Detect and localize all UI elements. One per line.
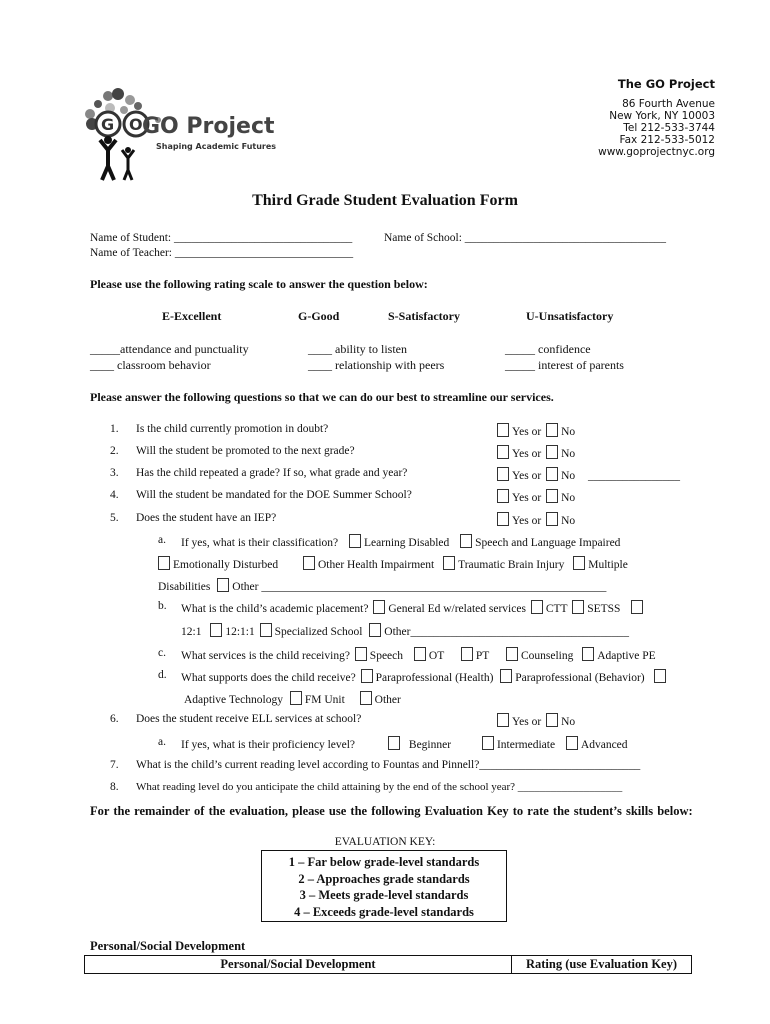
q2-text: Will the student be promoted to the next grade? xyxy=(136,445,355,457)
advanced-label: Advanced xyxy=(580,739,628,751)
advanced-checkbox[interactable] xyxy=(566,736,578,750)
q5d-text: What supports does the child receive? xyxy=(181,672,356,684)
emotional-label: Emotionally Disturbed xyxy=(173,559,279,571)
q3-blank[interactable]: ________________ xyxy=(588,470,681,482)
ctt-label: CTT xyxy=(545,603,568,615)
q5-yes-no xyxy=(497,512,575,527)
q5d-row2 xyxy=(184,691,401,706)
q6-number: 6. xyxy=(110,713,119,725)
q2-yes-checkbox[interactable] xyxy=(497,445,509,459)
pt-label: PT xyxy=(475,650,490,662)
fm-unit-checkbox[interactable] xyxy=(290,691,302,705)
ratio-12-1-1-label: 12:1:1 xyxy=(225,626,255,638)
q5d-row xyxy=(181,669,669,684)
address-line: Fax 212-533-5012 xyxy=(619,134,715,146)
no-label: No xyxy=(561,448,576,460)
speech-language-checkbox[interactable] xyxy=(460,534,472,548)
section-table-header xyxy=(84,955,692,974)
q5-number: 5. xyxy=(110,512,119,524)
no-label: No xyxy=(561,426,576,438)
q6a-text: If yes, what is their proficiency level? xyxy=(181,739,356,751)
q6-yes-checkbox[interactable] xyxy=(497,713,509,727)
q2-number: 2. xyxy=(110,445,119,457)
q8-text[interactable]: What reading level do you anticipate the child attaining by the end of the school year? ___________________ xyxy=(136,781,623,793)
q4-text: Will the student be mandated for the DOE Summer School? xyxy=(136,489,412,501)
teacher-name-field[interactable]: Name of Teacher: _______________________________ xyxy=(90,247,354,259)
other-health-checkbox[interactable] xyxy=(303,556,315,570)
beginner-label: Beginner xyxy=(408,739,452,751)
address-line: New York, NY 10003 xyxy=(609,110,715,122)
q3-number: 3. xyxy=(110,467,119,479)
q6-yes-no xyxy=(497,713,575,728)
other-placement-checkbox[interactable] xyxy=(369,623,381,637)
evaluation-key-heading: EVALUATION KEY: xyxy=(334,836,436,848)
counseling-label: Counseling xyxy=(520,650,574,662)
form-title: Third Grade Student Evaluation Form xyxy=(252,192,518,209)
yes-label: Yes or xyxy=(512,492,542,504)
col-header-development: Personal/Social Development xyxy=(85,956,512,973)
school-name-field[interactable]: Name of School: ___________________________________ xyxy=(384,232,667,244)
trait-confidence[interactable]: _____ confidence xyxy=(505,342,591,356)
adaptive-pe-checkbox[interactable] xyxy=(582,647,594,661)
trait-attendance[interactable]: _____attendance and punctuality xyxy=(90,342,249,356)
q5b-label: b. xyxy=(158,600,167,612)
q1-yes-no xyxy=(497,423,575,438)
q5c-row xyxy=(181,647,656,662)
speech-language-label: Speech and Language Impaired xyxy=(475,537,621,549)
q6a-row xyxy=(181,736,628,751)
logo-word: GO Project xyxy=(142,114,275,139)
other-support-label: Other xyxy=(374,694,401,706)
scale-satisfactory: S-Satisfactory xyxy=(388,309,460,323)
speech-checkbox[interactable] xyxy=(355,647,367,661)
other-support-checkbox[interactable] xyxy=(360,691,372,705)
svg-text:G: G xyxy=(101,115,115,134)
fm-unit-label: FM Unit xyxy=(304,694,345,706)
gen-ed-checkbox[interactable] xyxy=(373,600,385,614)
q5a-row xyxy=(181,534,620,549)
trait-behavior[interactable]: ____ classroom behavior xyxy=(90,358,211,372)
org-address xyxy=(598,98,715,158)
tbi-label: Traumatic Brain Injury xyxy=(458,559,565,571)
no-label: No xyxy=(561,716,576,728)
para-health-label: Paraprofessional (Health) xyxy=(375,672,494,684)
q6a-label: a. xyxy=(158,736,166,748)
q8-number: 8. xyxy=(110,781,119,793)
q3-yes-checkbox[interactable] xyxy=(497,467,509,481)
q1-yes-checkbox[interactable] xyxy=(497,423,509,437)
q5b-row xyxy=(181,600,646,615)
setss-checkbox[interactable] xyxy=(572,600,584,614)
q5c-text: What services is the child receiving? xyxy=(181,650,350,662)
para-behavior-checkbox[interactable] xyxy=(500,669,512,683)
q1-number: 1. xyxy=(110,423,119,435)
svg-text:O: O xyxy=(129,115,143,134)
q3-yes-no xyxy=(497,467,680,482)
q4-yes-checkbox[interactable] xyxy=(497,489,509,503)
supports-extra-checkbox[interactable] xyxy=(654,669,666,683)
other-placement-line[interactable]: Other______________________________________ xyxy=(384,626,629,638)
key-item: 3 – Meets grade-level standards xyxy=(299,888,469,902)
intermediate-checkbox[interactable] xyxy=(482,736,494,750)
q7-text[interactable]: What is the child’s current reading level according to Fountas and Pinnell?____________________________ xyxy=(136,759,641,771)
trait-listen[interactable]: ____ ability to listen xyxy=(308,342,407,356)
q3-no-checkbox[interactable] xyxy=(546,467,558,481)
setss-label: SETSS xyxy=(587,603,621,615)
counseling-checkbox[interactable] xyxy=(506,647,518,661)
yes-label: Yes or xyxy=(512,515,542,527)
q6-text: Does the student receive ELL services at school? xyxy=(136,713,362,725)
address-line: Tel 212-533-3744 xyxy=(623,122,715,134)
q3-text: Has the child repeated a grade? If so, what grade and year? xyxy=(136,467,408,479)
q7-number: 7. xyxy=(110,759,119,771)
key-item: 2 – Approaches grade standards xyxy=(298,871,470,886)
multiple-checkbox[interactable] xyxy=(573,556,585,570)
q5a-row3 xyxy=(158,578,606,593)
q5-text: Does the student have an IEP? xyxy=(136,512,277,524)
q4-number: 4. xyxy=(110,489,119,501)
q1-text: Is the child currently promotion in doubt? xyxy=(136,423,329,435)
address-line: www.goprojectnyc.org xyxy=(598,146,715,158)
q6-no-checkbox[interactable] xyxy=(546,713,558,727)
yes-label: Yes or xyxy=(512,448,542,460)
q2-no-checkbox[interactable] xyxy=(546,445,558,459)
yes-label: Yes or xyxy=(512,716,542,728)
emotional-checkbox[interactable] xyxy=(158,556,170,570)
key-item: 4 – Exceeds grade-level standards xyxy=(294,904,474,919)
ot-checkbox[interactable] xyxy=(414,647,426,661)
intermediate-label: Intermediate xyxy=(496,739,556,751)
multiple-label: Multiple xyxy=(588,559,628,571)
learning-disabled-checkbox[interactable] xyxy=(349,534,361,548)
other-health-label: Other Health Impairment xyxy=(317,559,435,571)
disabilities-label: Disabilities xyxy=(158,581,211,593)
key-item: 1 – Far below grade-level standards xyxy=(288,855,480,869)
q5c-label: c. xyxy=(158,647,166,659)
learning-disabled-label: Learning Disabled xyxy=(364,537,450,549)
trait-parents[interactable]: _____ interest of parents xyxy=(505,358,624,372)
q5a-row2 xyxy=(158,556,628,571)
placement-extra-checkbox[interactable] xyxy=(631,600,643,614)
q5a-label: a. xyxy=(158,534,166,546)
adaptive-tech-label: Adaptive Technology xyxy=(184,694,283,706)
gen-ed-label: General Ed w/related services xyxy=(388,603,526,615)
speech-label: Speech xyxy=(369,650,404,662)
student-name-field[interactable]: Name of Student: _______________________________ xyxy=(90,232,353,244)
q5-yes-checkbox[interactable] xyxy=(497,512,509,526)
go-project-logo xyxy=(80,88,277,183)
scale-unsatisfactory: U-Unsatisfactory xyxy=(526,309,614,323)
rating-intro: Please use the following rating scale to answer the question below: xyxy=(90,277,428,291)
scale-excellent: E-Excellent xyxy=(162,309,222,323)
para-health-checkbox[interactable] xyxy=(361,669,373,683)
other-classification-line[interactable]: Other ____________________________________________________________ xyxy=(232,581,607,593)
pt-checkbox[interactable] xyxy=(461,647,473,661)
q5b-row2 xyxy=(181,623,629,638)
yes-label: Yes or xyxy=(512,426,542,438)
evaluation-key-box xyxy=(261,850,507,922)
q1-no-checkbox[interactable] xyxy=(546,423,558,437)
q4-no-checkbox[interactable] xyxy=(546,489,558,503)
q2-yes-no xyxy=(497,445,575,460)
no-label: No xyxy=(561,515,576,527)
tbi-checkbox[interactable] xyxy=(443,556,455,570)
questions-intro: Please answer the following questions so that we can do our best to streamline our services. xyxy=(90,390,554,404)
org-name: The GO Project xyxy=(617,77,715,91)
ratio-12-1-label: 12:1 xyxy=(181,626,202,638)
ot-label: OT xyxy=(428,650,445,662)
q5a-text: If yes, what is their classification? xyxy=(181,537,339,549)
section-title: Personal/Social Development xyxy=(90,939,246,953)
logo-tagline: Shaping Academic Futures xyxy=(156,142,277,151)
ctt-checkbox[interactable] xyxy=(531,600,543,614)
beginner-checkbox[interactable] xyxy=(388,736,400,750)
scale-good: G-Good xyxy=(298,309,340,323)
trait-peers[interactable]: ____ relationship with peers xyxy=(308,358,445,372)
specialized-school-checkbox[interactable] xyxy=(260,623,272,637)
q4-yes-no xyxy=(497,489,575,504)
no-label: No xyxy=(561,492,576,504)
remainder-instructions: For the remainder of the evaluation, please use the following Evaluation Key to rate the student’s skills below: xyxy=(90,804,693,818)
para-behavior-label: Paraprofessional (Behavior) xyxy=(515,672,645,684)
yes-label: Yes or xyxy=(512,470,542,482)
q5d-label: d. xyxy=(158,669,167,681)
adaptive-pe-label: Adaptive PE xyxy=(597,650,656,662)
no-label: No xyxy=(561,470,576,482)
q5b-text: What is the child’s academic placement? xyxy=(181,603,369,615)
ratio-12-1-1-checkbox[interactable] xyxy=(210,623,222,637)
address-line: 86 Fourth Avenue xyxy=(622,98,715,110)
specialized-school-label: Specialized School xyxy=(274,626,363,638)
col-header-rating: Rating (use Evaluation Key) xyxy=(525,957,678,971)
q5-no-checkbox[interactable] xyxy=(546,512,558,526)
other-classification-checkbox[interactable] xyxy=(217,578,229,592)
